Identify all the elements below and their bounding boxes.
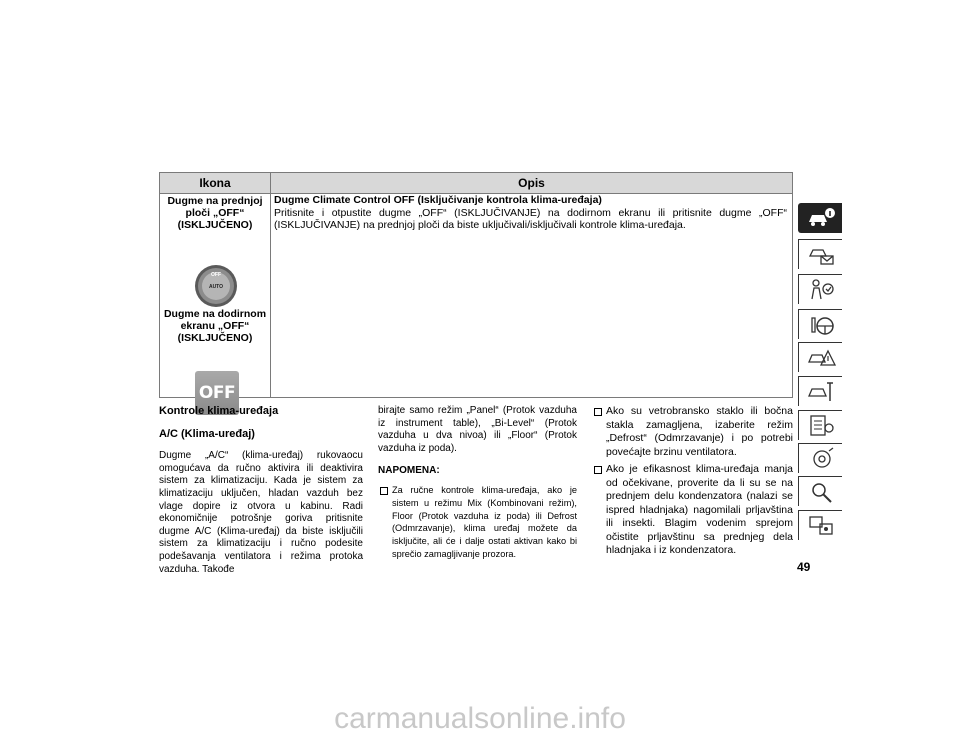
- knob-top-text: OFF: [211, 272, 221, 278]
- bullet-box-icon: [380, 487, 388, 495]
- tab-car-info[interactable]: [798, 203, 842, 233]
- tab-service[interactable]: [798, 376, 842, 406]
- note-heading: NAPOMENA:: [378, 465, 440, 477]
- section-subheading: A/C (Klima-uređaj): [159, 427, 255, 440]
- safety-icon: [807, 277, 837, 303]
- description-title: Dugme Climate Control OFF (Isključivanje kontrola klima-uređaja): [274, 194, 602, 206]
- specifications-icon: [807, 413, 837, 439]
- front-panel-off-label: Dugme na prednjoj ploči „OFF“ (ISKLJUČENO): [167, 195, 263, 231]
- touchscreen-off-button-icon: OFF: [195, 371, 239, 415]
- page-number: 49: [797, 560, 811, 574]
- tab-multimedia[interactable]: [798, 443, 842, 473]
- knob-mid-text: AUTO: [208, 284, 224, 290]
- tab-emergency[interactable]: [798, 342, 842, 372]
- table-header: [160, 173, 792, 194]
- description-text: Pritisnite i otpustite dugme „OFF“ (ISKLJUČIVANJE) na dodirnom ekranu ili pritisnite dugme „OFF“ (ISKLJUČIVANJE) na prednjoj ploči da biste uključivali/isključivali kontrole klima-uređaja.: [274, 206, 787, 231]
- ac-paragraph: Dugme „A/C“ (klima-uređaj) rukovaocu omogućava da ručno aktivira ili deaktivira sistem za klimatizaciju. Kada je sistem za klimatizaciju uključen, hladan vazduh bez vlage dopire iz otvora u kabinu. Radi ekonomičnije potrošnje goriva pritisnite dugme A/C (Klima-uređaj) da biste isključili sistem za klimatizaciju i ručno podesite podešavanja ventilatora i režima protoka vazduha. Takođe: [159, 450, 363, 575]
- list-item-text: Ako je efikasnost klima-uređaja manja od očekivane, proverite da li su se na prednjem delu kondenzatora (nalazi se ispred hladnjaka) nagomilali prljavština ili insekti. Blagim vodenim sprejom očistite prljavštinu sa prednjeg dela hladnjaka i iz kondenzatora.: [606, 463, 793, 556]
- tab-search[interactable]: [798, 476, 842, 506]
- tab-language[interactable]: [798, 510, 842, 540]
- header-description-column: Opis: [518, 176, 545, 190]
- bullet-box-icon: [594, 466, 602, 474]
- watermark: carmanualsonline.info: [334, 702, 626, 735]
- emergency-icon: [807, 345, 837, 371]
- tab-safety[interactable]: [798, 274, 842, 304]
- note-bullet: [378, 484, 577, 561]
- service-icon: [807, 379, 837, 405]
- tab-steering[interactable]: [798, 309, 842, 339]
- car-info-icon: [806, 205, 836, 231]
- list-item: [592, 463, 793, 558]
- section-heading: Kontrole klima-uređaja: [159, 405, 279, 417]
- multimedia-icon: [807, 446, 837, 472]
- text-column-2: [378, 405, 577, 565]
- column-divider: [270, 173, 271, 397]
- list-item: [592, 405, 793, 459]
- language-icon: [807, 513, 837, 539]
- text-column-1: [159, 405, 363, 576]
- note-bullet-text: Za ručne kontrole klima-uređaja, ako je sistem u režimu Mix (Kombinovani režim), Floor (Protok vazduha iz poda) ili Defrost (Odmrzavanje), klima uređaj možete da isključite, ali će i dalje ostati aktivan kako bi sprečio zamagljivanje prozora.: [392, 484, 577, 559]
- climate-icon-table: [159, 172, 793, 403]
- description-cell: [274, 194, 787, 232]
- ac-paragraph-continued: birajte samo režim „Panel“ (Protok vazduha iz instrument table), „Bi-Level“ (Protok vazduha u dva nivoa) ili „Floor“ (Protok vazduha iz poda).: [378, 405, 577, 454]
- list-item-text: Ako su vetrobransko staklo ili bočna stakla zamagljena, izaberite režim „Defrost“ (Odmrzavanje) i po potrebi povećajte brzinu ventilatora.: [606, 405, 793, 458]
- search-icon: [807, 479, 837, 505]
- bullet-box-icon: [594, 408, 602, 416]
- touchscreen-off-label: Dugme na dodirnom ekranu „OFF“ (ISKLJUČENO): [163, 308, 267, 344]
- tab-specifications[interactable]: [798, 410, 842, 440]
- front-panel-off-knob-icon: [194, 264, 238, 308]
- text-column-3: [592, 405, 793, 562]
- steering-wheel-icon: [807, 312, 837, 338]
- tab-warning-lights[interactable]: [798, 239, 842, 269]
- warning-lights-icon: [807, 242, 837, 268]
- header-icon-column: Ikona: [199, 176, 231, 190]
